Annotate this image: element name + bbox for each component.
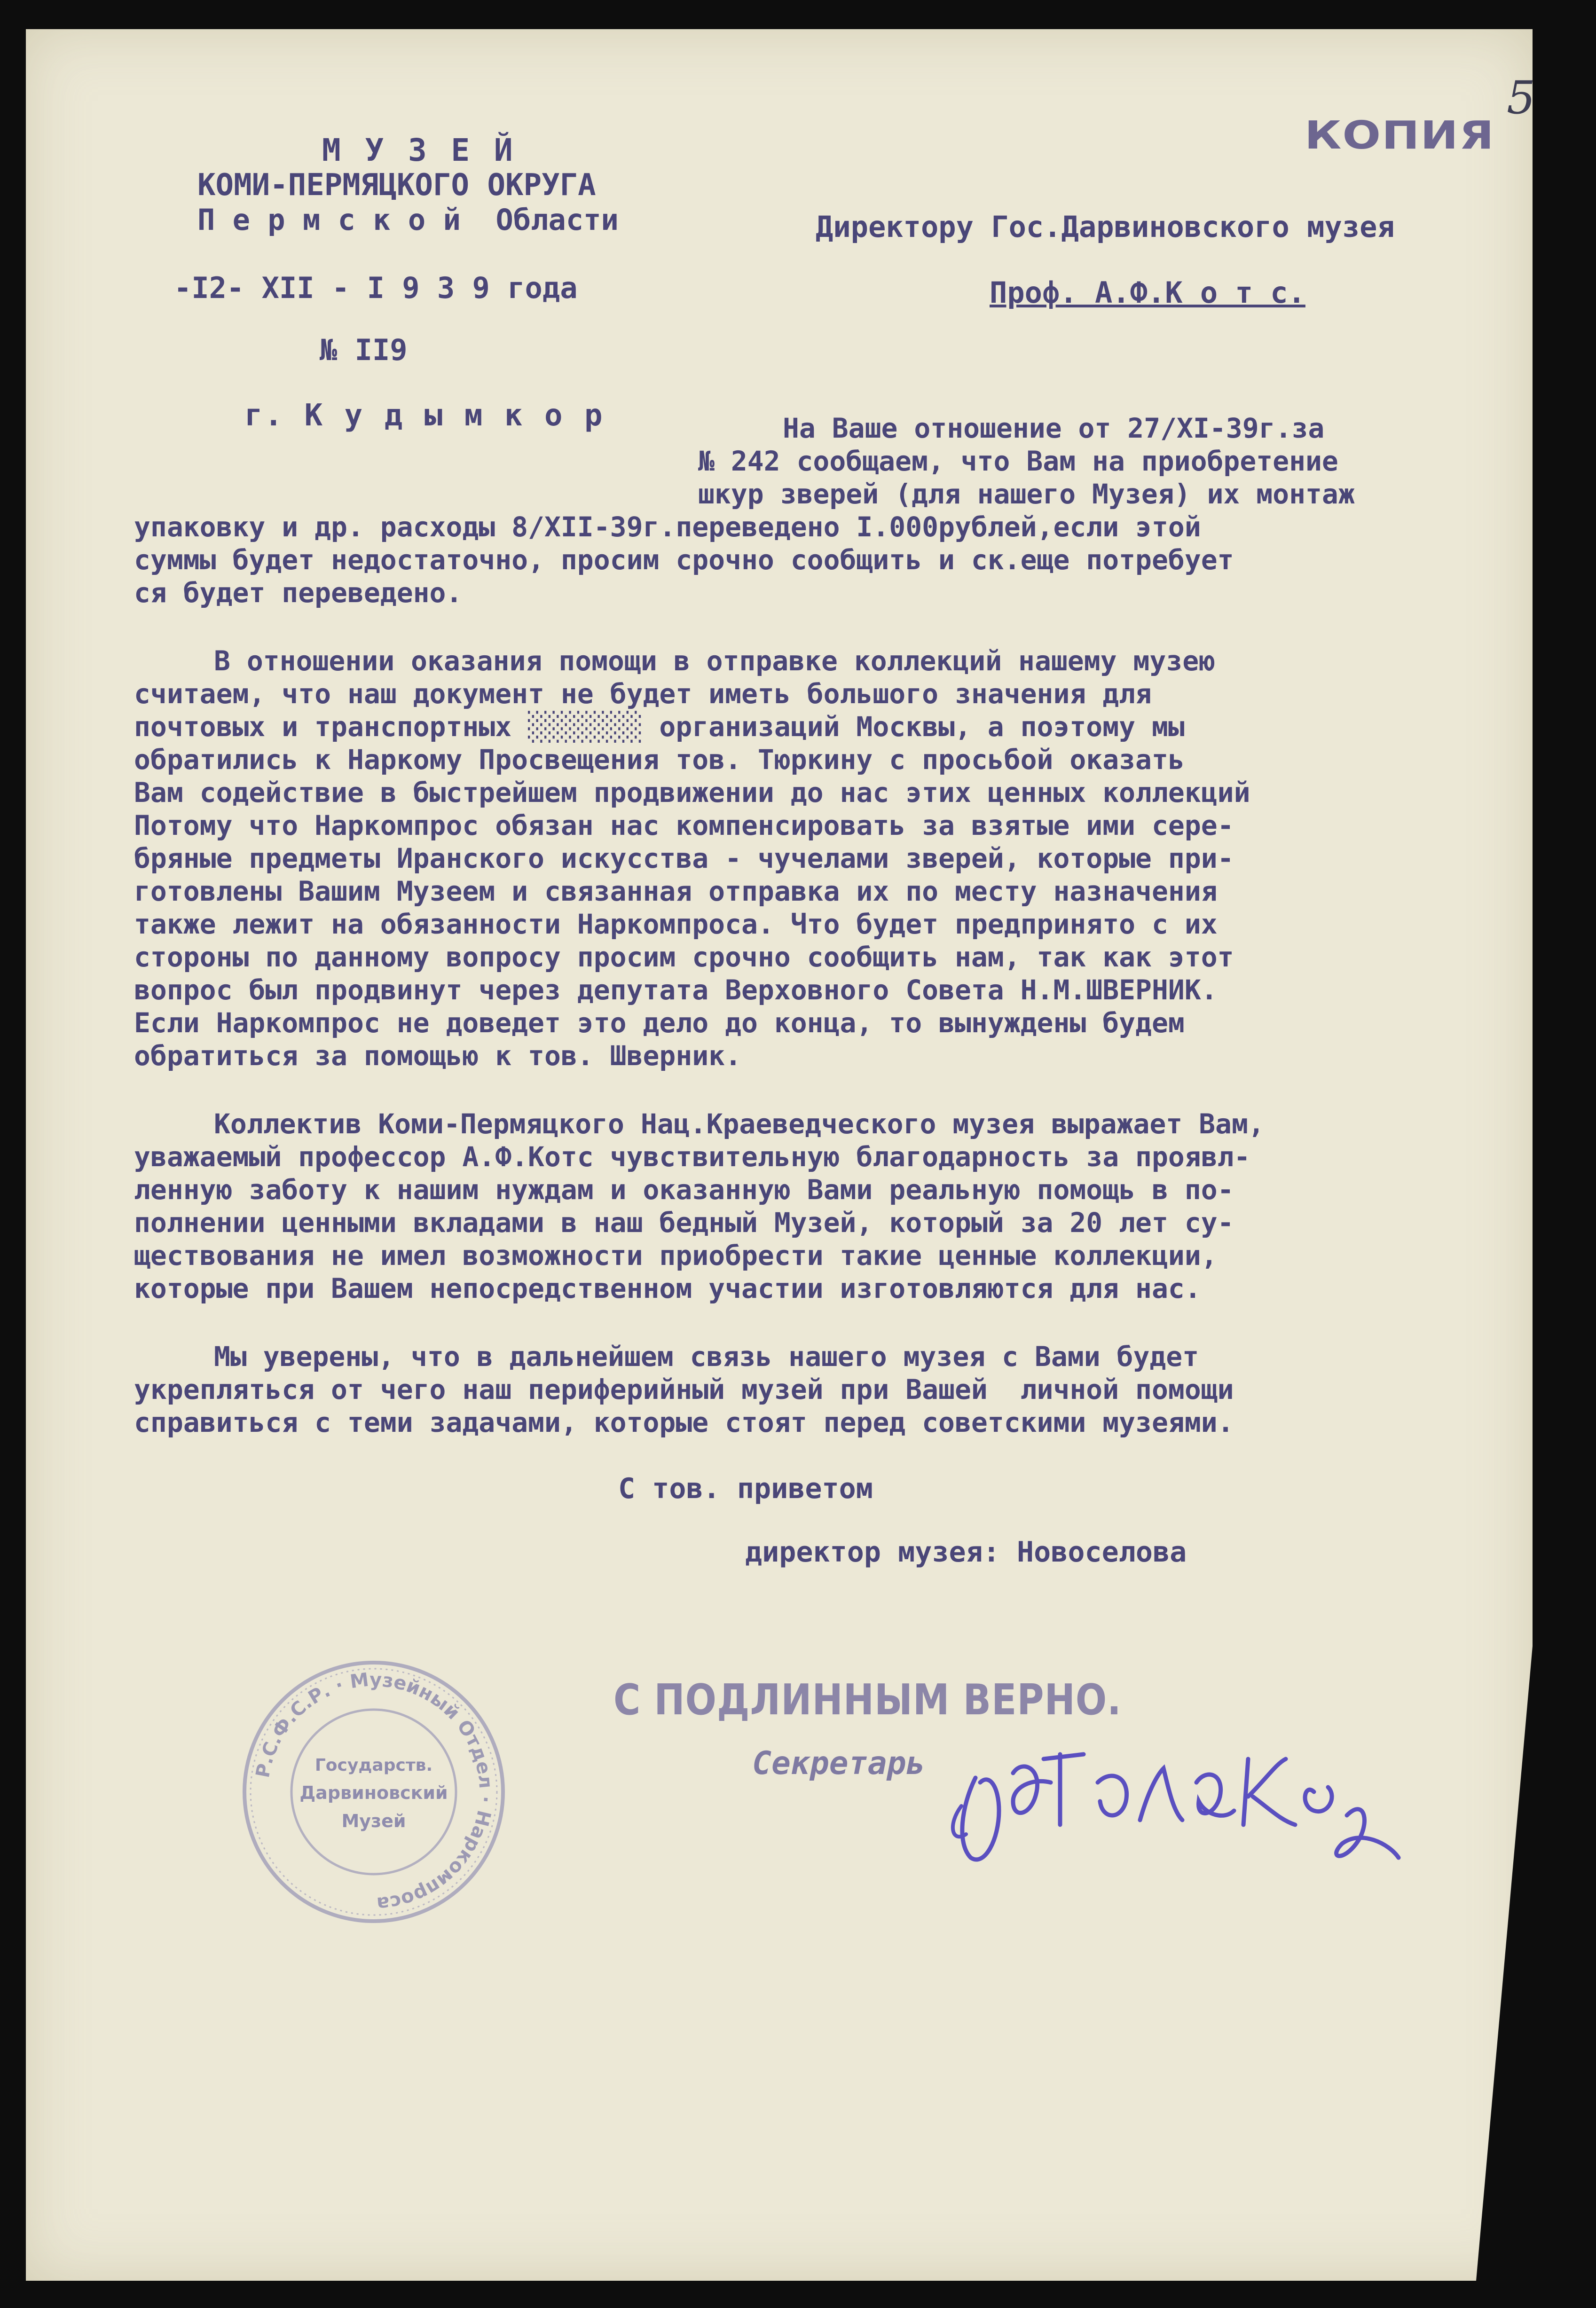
seal-inner-line3: Музей [341,1811,406,1831]
para2-line: В отношении оказания помощи в отправке коллекций нашему музею [214,645,1216,677]
para2-line: вопрос был продвинут через депутата Верховного Совета Н.М.ШВЕРНИК. [134,974,1218,1006]
letter-date: -I2- XII - I 9 3 9 года [174,271,578,305]
para2-line: Потому что Наркомпрос обязан нас компенсировать за взятые ими сере- [134,809,1234,841]
sender-okrug: КОМИ-ПЕРМЯЦКОГО ОКРУГА [197,168,596,203]
para3-line: Коллектив Коми-Пермяцкого Нац.Краеведческого музея выражает Вам, [214,1108,1265,1140]
closing-greeting: С тов. приветом [618,1472,873,1505]
seal-outer-text: Р.С.Ф.С.Р. · Музейный Отдел · Наркомпроса [252,1669,497,1915]
para3-line: которые при Вашем непосредственном участии изготовляются для нас. [134,1272,1201,1304]
secretary-signature [943,1703,1436,1900]
recipient-title: Директору Гос.Дарвиновского музея [816,210,1395,244]
copy-stamp: КОПИЯ [1305,113,1495,158]
para4-line: справиться с теми задачами, которые стоят перед советскими музеями. [134,1406,1234,1438]
para2-line: считаем, что наш документ не будет иметь большого значения для [134,678,1152,710]
page-number: 5 [1507,71,1536,124]
intro-line: суммы будет недостаточно, просим срочно сообщить и ск.еще потребует [134,544,1234,576]
torn-corner [1476,1646,1533,2281]
sender-oblast: П е р м с к о й Области [197,203,619,237]
para2-line: стороны по данному вопросу просим срочно сообщить нам, так как этот [134,941,1234,973]
intro-line: ся будет переведено. [134,577,463,609]
intro-line: На Ваше отношение от 27/XI-39г.за [783,412,1325,444]
intro-line: № 242 сообщаем, что Вам на приобретение [698,445,1338,477]
director-signature-line: директор музея: Новоселова [745,1536,1187,1569]
intro-line: упаковку и др. расходы 8/XII-39г.переведено I.000рублей,если этой [134,511,1201,543]
para2-line: Вам содействие в быстрейшем продвижении до нас этих ценных коллекций [134,777,1250,809]
museum-seal [237,1656,510,1928]
seal-inner-line2: Дарвиновский [299,1782,448,1803]
para2-line: Если Наркомпрос не доведет это дело до конца, то вынуждены будем [134,1007,1185,1039]
para3-line: полнении ценными вкладами в наш бедный Музей, который за 20 лет су- [134,1207,1234,1239]
para3-line: ленную заботу к нашим нуждам и оказанную Вами реальную помощь в по- [134,1174,1234,1206]
para2-line: обратиться за помощью к тов. Шверник. [134,1040,742,1072]
intro-line: шкур зверей (для нашего Музея) их монтаж [698,478,1355,510]
para3-line: ществования не имел возможности приобрести такие ценные коллекции, [134,1240,1218,1272]
para3-line: уважаемый профессор А.Ф.Котс чувствительную благодарность за проявл- [134,1141,1250,1173]
para2-line: готовлены Вашим Музеем и связанная отправка их по месту назначения [134,875,1218,907]
letter-number: № II9 [320,333,408,367]
sender-city: г. К у д ы м к о р [244,398,605,433]
seal-inner-line1: Государств. [314,1756,433,1775]
para2-line: обратились к Наркому Просвещения тов. Тюркину с просьбой оказать [134,744,1185,776]
recipient-name: Проф. А.Ф.К о т с. [990,275,1305,310]
true-copy-stamp: С ПОДЛИННЫМ ВЕРНО. [613,1676,1122,1725]
para2-line: бряные предметы Иранского искусства - чучелами зверей, которые при- [134,842,1234,874]
para4-line: Мы уверены, что в дальнейшем связь нашего музея с Вами будет [214,1341,1199,1373]
para2-line: почтовых и транспортных ░░░░░░░ организаций Москвы, а поэтому мы [134,711,1185,743]
para2-line: также лежит на обязанности Наркомпроса. Что будет предпринято с их [134,908,1218,940]
para4-line: укрепляться от чего наш периферийный музей при Вашей личной помощи [134,1374,1234,1405]
document-sheet [26,29,1536,2281]
secretary-label: Секретарь [752,1745,926,1782]
sender-museum: М У З Е Й [322,132,516,168]
